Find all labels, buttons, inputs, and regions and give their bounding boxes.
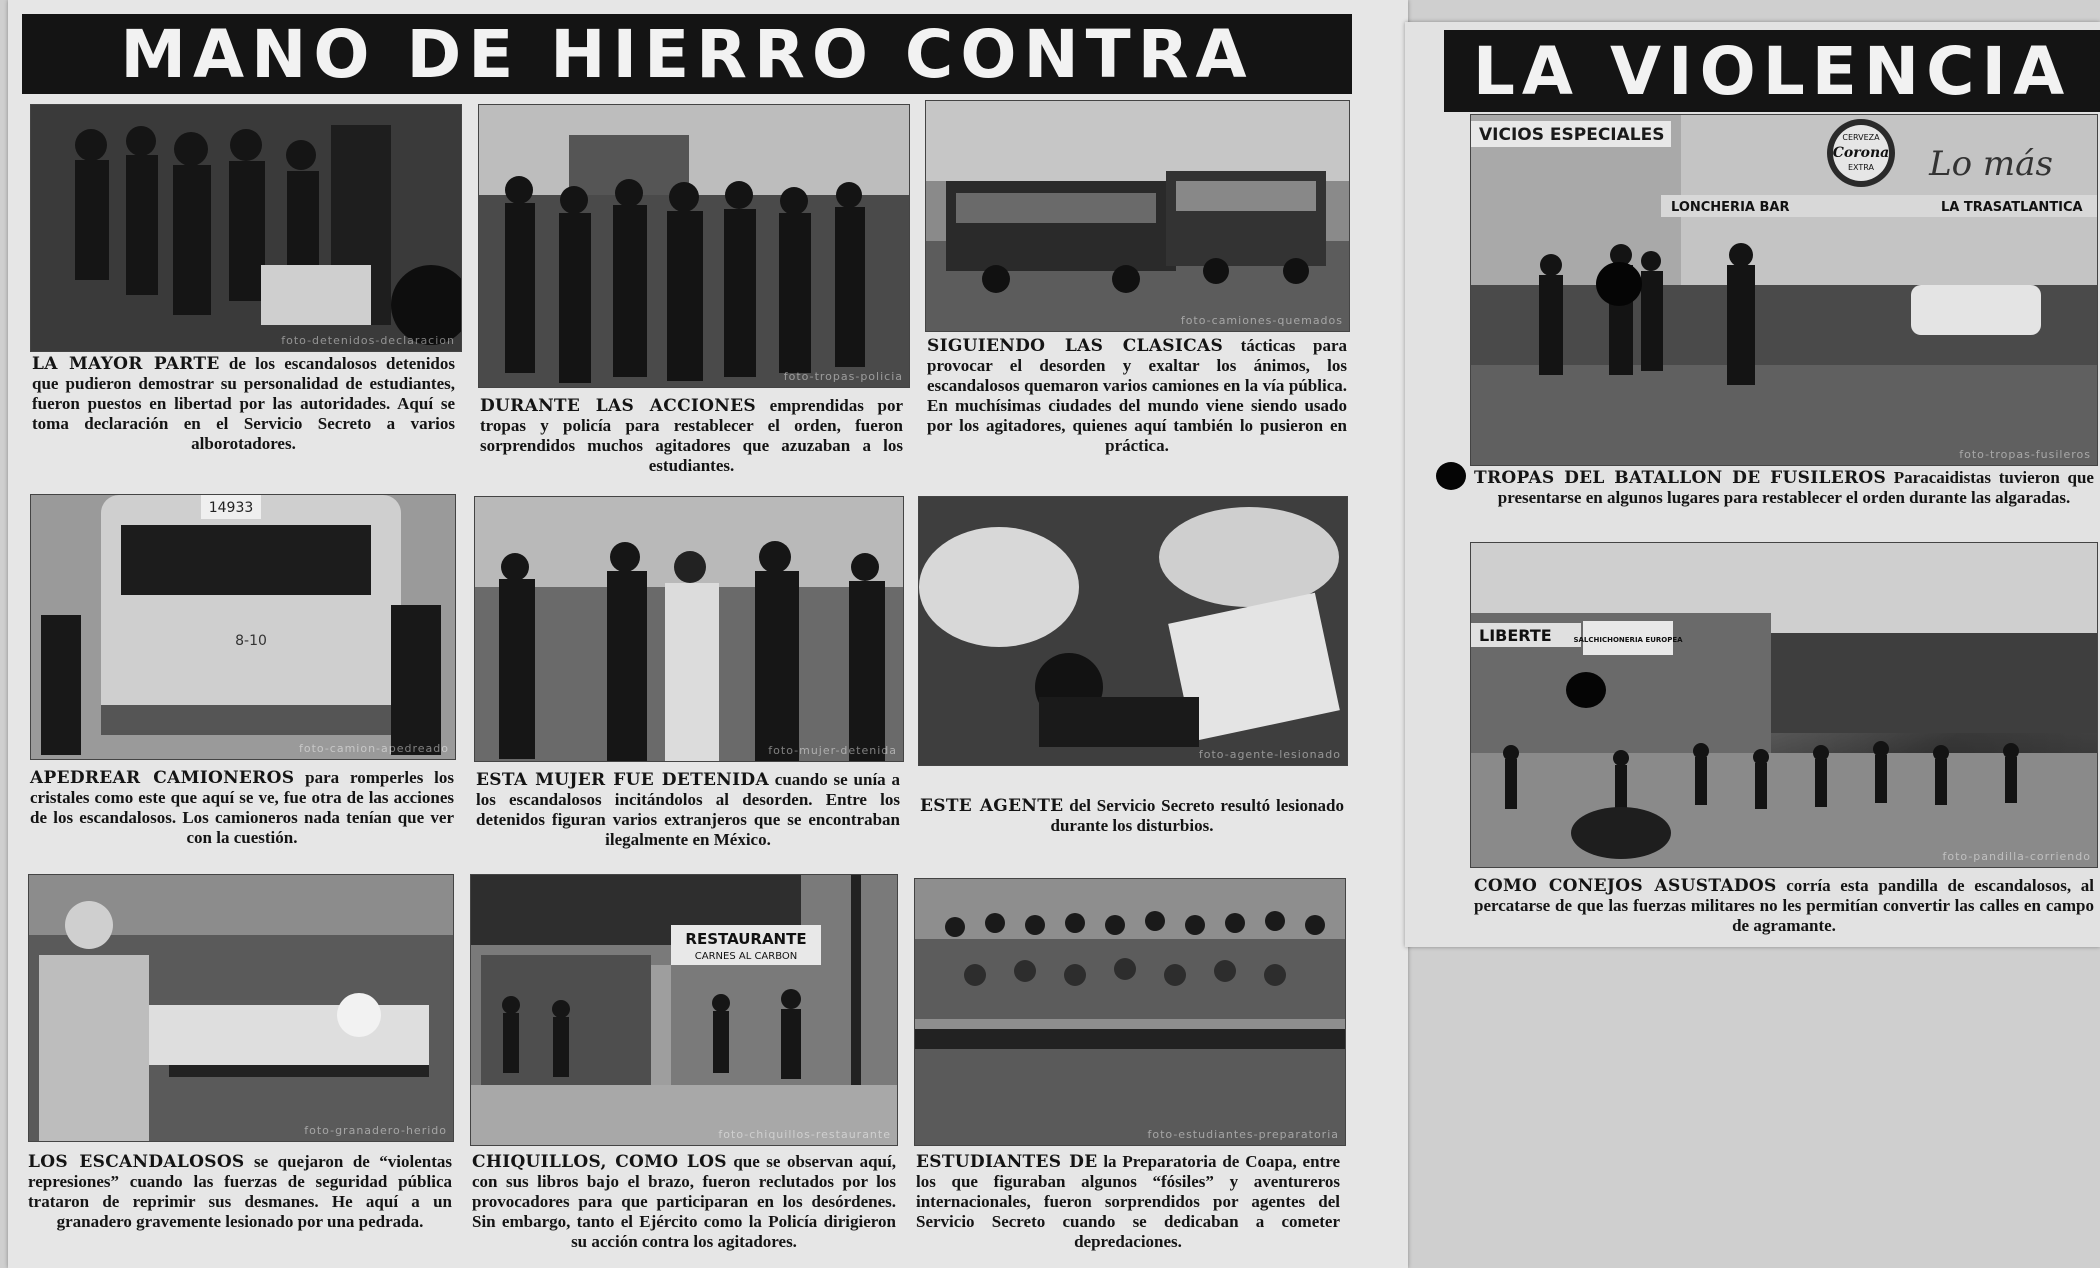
svg-text:Corona: Corona	[1832, 145, 1890, 161]
caption-chiquillos: CHIQUILLOS, COMO LOS que se observan aquí, con sus libros bajo el brazo, fueron reclutados por los provocadores para que participaran en los desórdenes. Sin embargo, tanto el Ejército como la Policía dirigieron su acción contra los agitadores.	[472, 1152, 896, 1251]
svg-text:RESTAURANTE: RESTAURANTE	[685, 930, 807, 948]
photo-camion-apedreado: 14933 8-10 foto-camion-apedreado	[30, 494, 456, 760]
svg-text:EXTRA: EXTRA	[1848, 163, 1874, 172]
headline-right: LA VIOLENCIA	[1444, 30, 2100, 112]
caption-agente: ESTE AGENTE del Servicio Secreto resultó lesionado durante los disturbios.	[920, 796, 1344, 835]
ink-blot	[1596, 262, 1642, 306]
photo-pandilla-corriendo: LIBERTE SALCHICHONERIA EUROPEA foto-pandilla-corriendo	[1470, 542, 2098, 868]
svg-text:LONCHERIA BAR: LONCHERIA BAR	[1671, 200, 1790, 215]
caption-estudiantes: ESTUDIANTES DE la Preparatoria de Coapa, entre los que figuraban algunos “fósiles” y aventureros internacionales, fueron sorprendidos por agentes del Servicio Secreto cuando se dedicaban a cometer depredaciones.	[916, 1152, 1340, 1251]
headline-left: MANO DE HIERRO CONTRA	[22, 14, 1352, 94]
caption-tropas-fusileros: TROPAS DEL BATALLON DE FUSILEROS Paracaidistas tuvieron que presentarse en algunos lugares para restablecer el orden durante las algaradas.	[1474, 468, 2094, 507]
ink-blot	[1436, 462, 1466, 490]
svg-text:CERVEZA: CERVEZA	[1842, 133, 1880, 142]
svg-text:VICIOS ESPECIALES: VICIOS ESPECIALES	[1479, 125, 1665, 145]
svg-text:Lo más: Lo más	[1929, 144, 2053, 184]
svg-text:CARNES AL CARBON: CARNES AL CARBON	[694, 951, 798, 962]
svg-text:LIBERTE: LIBERTE	[1479, 626, 1552, 645]
svg-text:SALCHICHONERIA EUROPEA: SALCHICHONERIA EUROPEA	[1573, 636, 1683, 644]
photo-agente-lesionado: foto-agente-lesionado	[918, 496, 1348, 766]
caption-siguiendo-clasicas: SIGUIENDO LAS CLASICAS tácticas para provocar el desorden y exaltar los ánimos, los escandalosos quemaron varios camiones en la vía pública. En muchísimas ciudades del mundo viene siendo usado por los agitadores, quienes aquí también lo pusieron en práctica.	[927, 336, 1347, 455]
svg-text:14933: 14933	[208, 500, 254, 516]
photo-estudiantes-preparatoria: foto-estudiantes-preparatoria	[914, 878, 1346, 1146]
svg-text:8-10: 8-10	[235, 633, 267, 649]
photo-tropas-policia: foto-tropas-policia	[478, 104, 910, 388]
ink-blot	[1566, 672, 1606, 708]
caption-durante-acciones: DURANTE LAS ACCIONES emprendidas por tropas y policía para restablecer el orden, fueron sorprendidos muchos agitadores que azuzaban a los estudiantes.	[480, 396, 903, 475]
photo-granadero-herido: foto-granadero-herido	[28, 874, 454, 1142]
caption-conejos-asustados: COMO CONEJOS ASUSTADOS corría esta pandilla de escandalosos, al percatarse de que las fuerzas militares no les permitían convertir las calles en campo de agramante.	[1474, 876, 2094, 935]
caption-apedrear: APEDREAR CAMIONEROS para romperles los cristales como este que aquí se ve, fue otra de las acciones de los escandalosos. Los camioneros nada tenían que ver con la cuestión.	[30, 768, 454, 847]
photo-tropas-fusileros: VICIOS ESPECIALES CERVEZA Corona EXTRA Lo más LONCHERIA BAR LA TRASATLANTICA foto-tropas-fusileros	[1470, 114, 2098, 466]
photo-camiones-quemados: foto-camiones-quemados	[925, 100, 1350, 332]
svg-text:LA TRASATLANTICA: LA TRASATLANTICA	[1941, 200, 2083, 215]
photo-detenidos: foto-detenidos-declaracion	[30, 104, 462, 352]
photo-mujer-detenida: foto-mujer-detenida	[474, 496, 904, 762]
photo-chiquillos: RESTAURANTE CARNES AL CARBON foto-chiquillos-restaurante	[470, 874, 898, 1146]
caption-mujer-detenida: ESTA MUJER FUE DETENIDA cuando se unía a los escandalosos incitándolos al desorden. Entre los detenidos figuran varios extranjeros que se encontraban ilegalmente en México.	[476, 770, 901, 849]
caption-escandalosos: LOS ESCANDALOSOS se quejaron de “violentas represiones” cuando las fuerzas de seguridad pública trataron de reprimir sus desmanes. He aquí a un granadero gravemente lesionado por una pedrada.	[28, 1152, 452, 1231]
caption-mayor-parte: LA MAYOR PARTE de los escandalosos detenidos que pudieron demostrar su personalidad de estudiantes, fueron puestos en libertad por las autoridades. Aquí se toma declaración en el Servicio Secreto a varios alborotadores.	[32, 354, 455, 453]
